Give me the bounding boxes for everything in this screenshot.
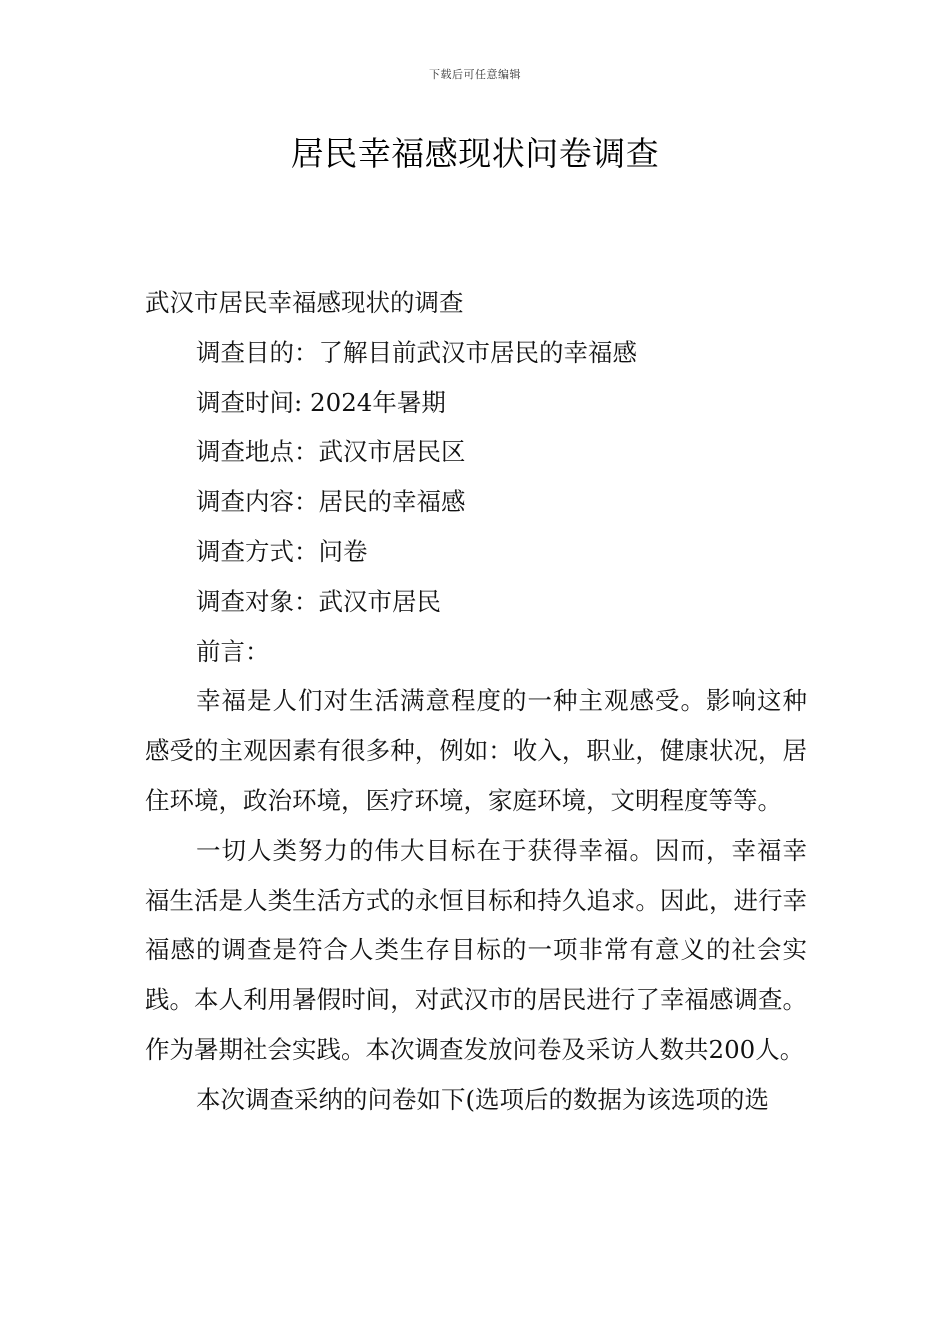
survey-location: 调查地点：武汉市居民区 xyxy=(196,437,466,467)
page-header-note: 下载后可任意编辑 xyxy=(429,68,521,81)
document-subtitle: 武汉市居民幸福感现状的调查 xyxy=(145,288,464,317)
document-title: 居民幸福感现状问卷调查 xyxy=(290,134,660,173)
paragraph-happiness-definition: 幸福是人们对生活满意程度的一种主观感受。影响这种感受的主观因素有很多种，例如：收入，职业，健康状况，居住环境，政治环境，医疗环境，家庭环境，文明程度等等。 xyxy=(145,686,807,815)
survey-method: 调查方式：问卷 xyxy=(196,536,368,566)
preface-label: 前言： xyxy=(196,636,270,666)
survey-content: 调查内容：居民的幸福感 xyxy=(196,487,466,517)
survey-time: 调查时间: 2024年暑期 xyxy=(196,387,446,417)
paragraph-survey-purpose: 一切人类努力的伟大目标在于获得幸福。因而，幸福幸福生活是人类生活方式的永恒目标和持久追求。因此，进行幸福感的调查是符合人类生存目标的一项非常有意义的社会实践。本人利用暑假时间，对武汉市的居民进行了幸福感调查。作为暑期社会实践。本次调查发放问卷及采访人数共200人。 xyxy=(145,835,807,1064)
paragraph-questionnaire-intro: 本次调查采纳的问卷如下(选项后的数据为该选项的选 xyxy=(196,1084,770,1114)
document-body xyxy=(145,278,807,1125)
survey-target: 调查对象：武汉市居民 xyxy=(196,586,441,616)
survey-purpose: 调查目的：了解目前武汉市居民的幸福感 xyxy=(196,337,637,367)
